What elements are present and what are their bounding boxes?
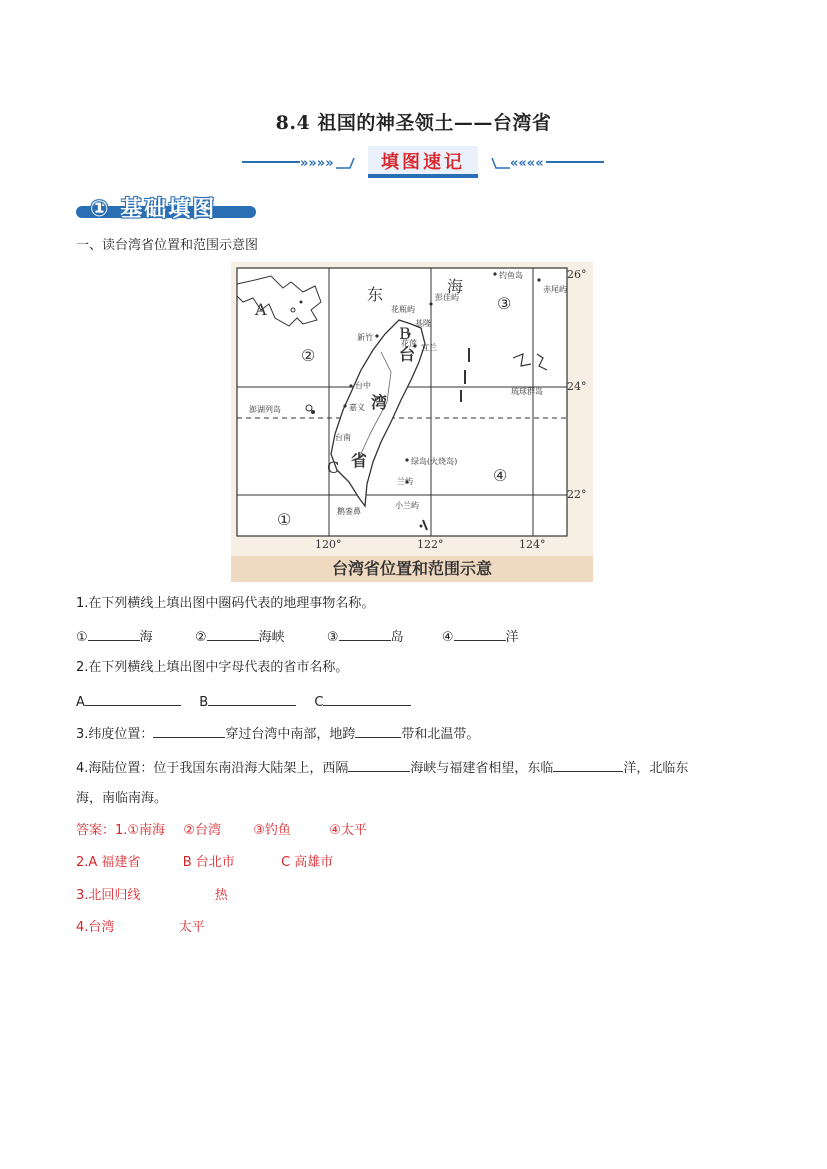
- q1-circle-3: ③: [326, 630, 339, 645]
- q1-circle-1: ①: [76, 630, 88, 645]
- map-circle-2: ②: [301, 346, 316, 365]
- q3-suffix: 带和北温带。: [401, 727, 480, 742]
- q4-blank-2[interactable]: [553, 757, 623, 772]
- map-circle-4: ④: [493, 466, 508, 485]
- map-place-huaping: 花瓶屿: [391, 305, 415, 314]
- q1-suffix-1: 海: [139, 630, 153, 645]
- map-place-eluanbi: 鹅銮鼻: [337, 507, 361, 516]
- map-letter-b: B: [399, 324, 411, 343]
- q2-letter-a: A: [76, 695, 85, 710]
- map-lon-124: 124°: [519, 538, 546, 551]
- answer-2-item-3: C 高雄市: [281, 855, 334, 870]
- answer-1: [76, 821, 367, 841]
- svg-text:»»»»: »»»»: [300, 156, 334, 171]
- q1-blank-1[interactable]: [88, 626, 140, 641]
- q4-suffix: 洋，北临东: [623, 761, 689, 776]
- taiwan-map: [231, 262, 593, 582]
- q4-mid: 海峡与福建省相望，东临: [410, 761, 554, 776]
- q2-blank-a[interactable]: [85, 691, 181, 706]
- answer-4-item-2: 太平: [178, 920, 205, 935]
- map-province-char-sheng: 省: [351, 451, 368, 470]
- map-sea-word-hai: 海: [447, 277, 464, 296]
- map-place-penghu: 澎湖列岛: [249, 405, 281, 414]
- map-place-ludao: 绿岛(火烧岛): [411, 457, 458, 466]
- answer-1-item-4: ④太平: [329, 823, 367, 838]
- map-place-chiwei: 赤尾屿: [543, 285, 567, 294]
- q2-letter-b: B: [199, 695, 209, 710]
- q1-suffix-2: 海峡: [258, 630, 285, 645]
- q1-blank-3[interactable]: [339, 626, 391, 641]
- map-place-pengjia: 彭佳屿: [435, 293, 459, 302]
- answer-4: [76, 918, 205, 938]
- question-2: 2.在下列横线上填出图中字母代表的省市名称。: [76, 660, 349, 675]
- q1-suffix-4: 洋: [505, 630, 519, 645]
- map-lat-24: 24°: [567, 380, 587, 393]
- question-1-blanks: [76, 626, 519, 648]
- q4-prefix: 4.海陆位置：位于我国东南沿海大陆架上，西隔: [76, 761, 349, 776]
- map-lon-120: 120°: [315, 538, 342, 551]
- answer-2: [76, 853, 333, 873]
- map-place-taichung: 台中: [355, 381, 371, 390]
- map-caption: 台湾省位置和范围示意: [231, 556, 593, 582]
- answer-1-item-3: ③钓鱼: [253, 823, 291, 838]
- banner-label: 填图速记: [381, 152, 465, 173]
- map-place-chiayi: 嘉义: [349, 403, 365, 412]
- page-title: 8.4 祖国的神圣领土——台湾省: [275, 112, 552, 134]
- map-place-hualien: 花莲: [401, 339, 417, 348]
- q2-blank-b[interactable]: [208, 691, 296, 706]
- answer-2-item-2: B 台北市: [182, 855, 235, 870]
- map-place-xiaolanyu: 小兰屿: [395, 501, 419, 510]
- map-place-diaoyu: 钓鱼岛: [499, 271, 523, 280]
- q1-circle-2: ②: [194, 630, 207, 645]
- map-lon-122: 122°: [417, 538, 444, 551]
- map-place-lanyu: 兰屿: [397, 477, 413, 486]
- map-letter-c: C: [327, 458, 340, 477]
- map-circle-1: ①: [277, 510, 292, 529]
- map-place-ryukyu: 琉球群岛: [511, 387, 543, 396]
- map-province-char-wan: 湾: [371, 393, 388, 412]
- q3-blank-1[interactable]: [153, 723, 225, 738]
- question-1: 1.在下列横线上填出图中圈码代表的地理事物名称。: [76, 596, 375, 611]
- intro-text: 一、读台湾省位置和范围示意图: [76, 238, 259, 253]
- q2-letter-c: C: [314, 695, 324, 710]
- q1-suffix-3: 岛: [390, 630, 404, 645]
- map-lat-26: 26°: [567, 268, 587, 281]
- question-2-blanks: [76, 691, 411, 713]
- q1-blank-4[interactable]: [454, 626, 506, 641]
- q3-blank-2[interactable]: [355, 723, 401, 738]
- map-place-keelung: 基隆: [415, 319, 431, 328]
- map-place-yilan: 宜兰: [421, 343, 437, 352]
- question-3: [76, 723, 479, 745]
- q2-blank-c[interactable]: [323, 691, 411, 706]
- answer-4-item-1: 4.台湾: [76, 920, 115, 935]
- map-circle-3: ③: [497, 294, 512, 313]
- section-heading-label: ① 基础填图: [90, 197, 217, 222]
- answer-1-prefix: 答案：1.: [76, 823, 128, 838]
- map-place-hsinchu: 新竹: [357, 333, 373, 342]
- q3-prefix: 3.纬度位置：: [76, 727, 154, 742]
- section-heading: [76, 194, 256, 220]
- answer-3-item-2: 热: [214, 888, 228, 903]
- answer-3: [76, 886, 228, 906]
- map-lat-22: 22°: [567, 488, 587, 501]
- answer-1-item-1: ①南海: [127, 823, 166, 838]
- q4-blank-1[interactable]: [348, 757, 410, 772]
- q1-blank-2[interactable]: [207, 626, 259, 641]
- map-letter-a: A: [255, 300, 267, 319]
- map-place-tainan: 台南: [335, 433, 351, 442]
- svg-text:««««: ««««: [510, 156, 544, 171]
- q3-mid: 穿过台湾中南部，地跨: [225, 727, 356, 742]
- map-sea-word-dong: 东: [367, 285, 384, 304]
- answer-1-item-2: ②台湾: [183, 823, 221, 838]
- answer-2-item-1: 2.A 福建省: [76, 855, 141, 870]
- section-banner: [238, 146, 608, 182]
- map-province-char-tai: 台: [399, 345, 416, 364]
- question-4-line-2: 海，南临南海。: [76, 791, 168, 806]
- answer-3-item-1: 3.北回归线: [76, 888, 141, 903]
- q1-circle-4: ④: [441, 630, 454, 645]
- question-4: [76, 757, 688, 779]
